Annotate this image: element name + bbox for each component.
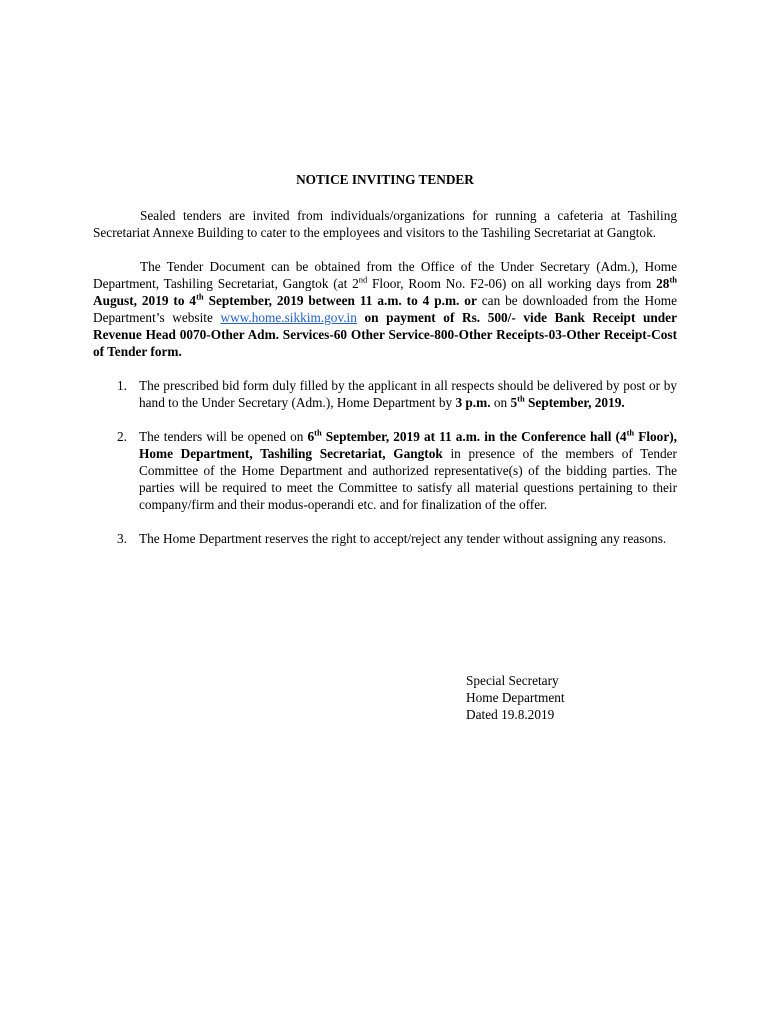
item2-bold-sup-1: th bbox=[314, 427, 322, 438]
item3-text-1: The Home Department reserves the right to accept/reject any tender without assigning any reasons. bbox=[139, 531, 667, 546]
item2-bold-2: September, 2019 at 11 a.m. in the Conference hall (4 bbox=[321, 429, 627, 444]
conditions-list bbox=[93, 377, 677, 547]
para2-text-1: The Tender Document can be obtained from the Office of the Under Secretary (Adm.), Home Department, Tashiling Secretariat, Gangtok (at 2 bbox=[93, 259, 677, 291]
signatory-department: Home Department bbox=[466, 690, 565, 705]
item1-text-2: on bbox=[490, 395, 511, 410]
item1-text-1: The prescribed bid form duly filled by the applicant in all respects should be delivered by post or by hand to the Under Secretary (Adm.), Home Department by bbox=[139, 378, 677, 410]
item2-bold-sup-2: th bbox=[626, 427, 635, 438]
para2-text-2: Floor, Room No. F2-06) on all working days from bbox=[367, 276, 657, 291]
website-link[interactable]: www.home.sikkim.gov.in bbox=[220, 310, 357, 325]
notice-document bbox=[93, 171, 677, 564]
list-item bbox=[93, 530, 677, 547]
notice-title: NOTICE INVITING TENDER bbox=[296, 172, 474, 187]
item1-bold-2: 5 bbox=[510, 395, 518, 410]
list-item bbox=[93, 377, 677, 411]
para2-bold-2: August, 2019 to 4 bbox=[93, 293, 197, 308]
list-item-number: 2. bbox=[117, 429, 127, 444]
para2-bold-1: 28 bbox=[656, 276, 670, 291]
para2-bold-sup-2: th bbox=[196, 291, 204, 302]
para2-sup-1: nd bbox=[358, 274, 368, 285]
para2-bold-3: September, 2019 between 11 a.m. to 4 p.m. or bbox=[203, 293, 477, 308]
item1-bold-1: 3 p.m. bbox=[455, 395, 491, 410]
para2-text-3: can be downloaded from the Home Department’s website bbox=[93, 293, 677, 325]
item2-bold-3: Floor), Home Department, Tashiling Secretariat, Gangtok bbox=[139, 429, 677, 461]
para2-bold-sup-1: th bbox=[669, 274, 677, 285]
signature-date: Dated 19.8.2019 bbox=[466, 707, 555, 722]
item2-text-2: in presence of the members of Tender Committee of the Home Department and authorized representative(s) of the bidding parties. The parties will be required to meet the Committee to satisfy all material questions pertaining to their company/firm and their modus-operandi etc. and for finalization of the offer. bbox=[139, 446, 677, 512]
list-item-number: 3. bbox=[117, 531, 127, 546]
item2-text-1: The tenders will be opened on bbox=[139, 429, 308, 444]
item1-bold-sup: th bbox=[517, 393, 525, 404]
signature-block bbox=[466, 672, 565, 723]
intro-paragraph: Sealed tenders are invited from individuals/organizations for running a cafeteria at Tashiling Secretariat Annexe Building to cater to the employees and visitors to the Tashiling Secretariat at Gangtok. bbox=[93, 208, 677, 240]
signatory-title: Special Secretary bbox=[466, 673, 559, 688]
item2-bold-1: 6 bbox=[307, 429, 315, 444]
list-item-number: 1. bbox=[117, 378, 127, 393]
list-item bbox=[93, 428, 677, 513]
tender-document-paragraph bbox=[93, 258, 677, 360]
item1-bold-3: September, 2019. bbox=[524, 395, 625, 410]
para2-bold-4: on payment of Rs. 500/- vide Bank Receipt under Revenue Head 0070-Other Adm. Services-60 Other Service-800-Other Receipts-03-Other Receipt-Cost of Tender form. bbox=[93, 310, 677, 359]
